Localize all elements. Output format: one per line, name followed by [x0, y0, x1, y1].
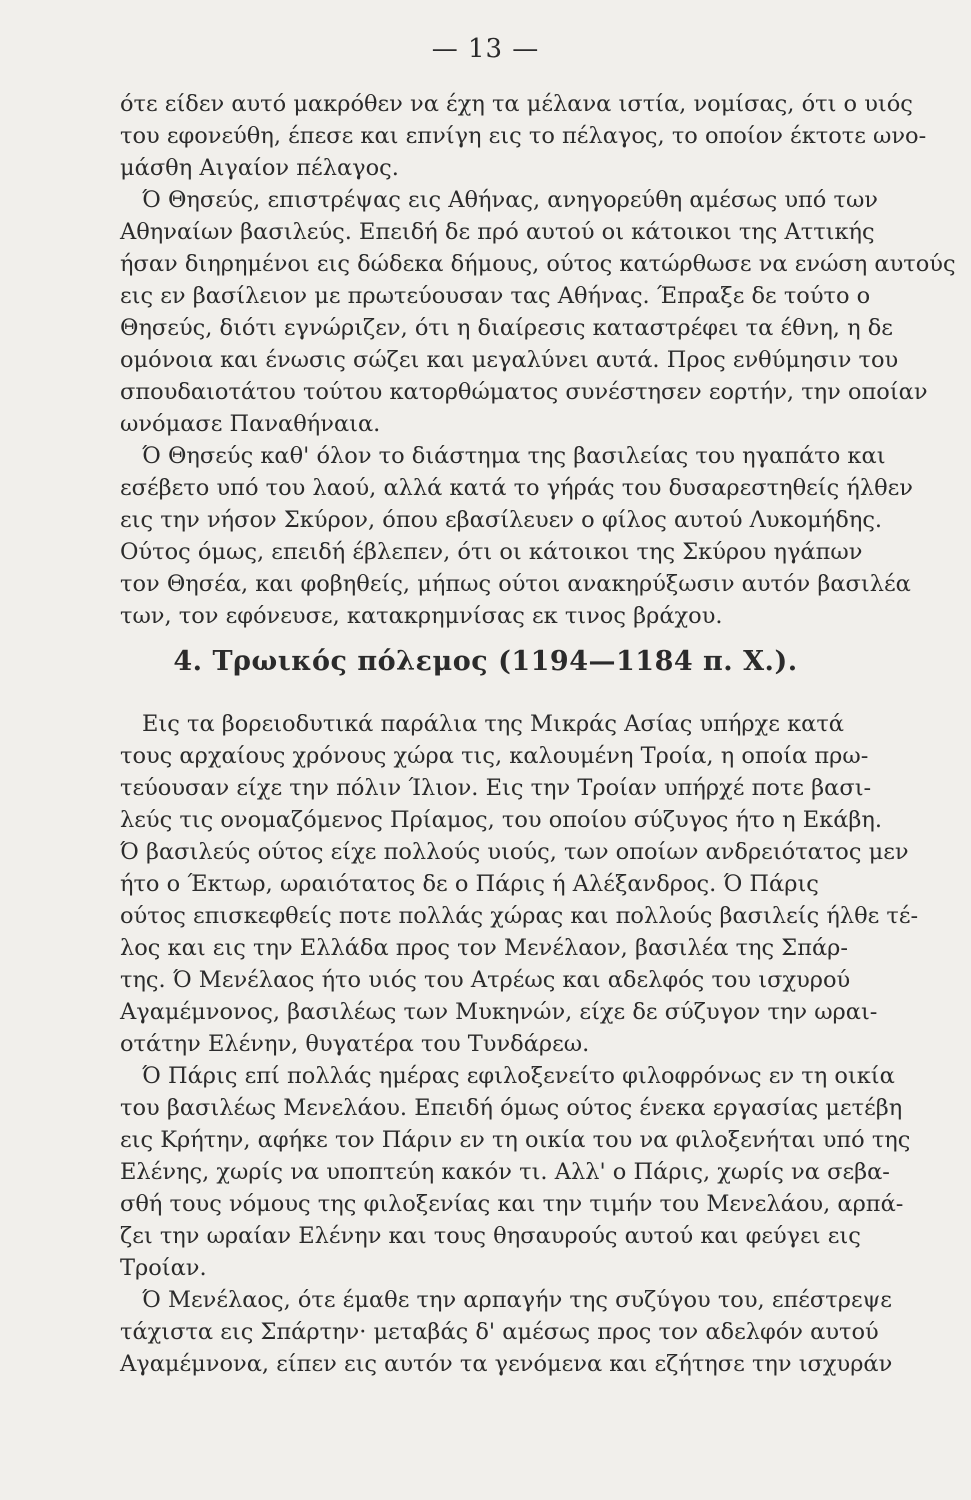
text-line: Ό Θησεύς καθ' όλον το διάστημα της βασιλείας του ηγαπάτο και	[142, 443, 886, 469]
text-line: ότε είδεν αυτό μακρόθεν να έχη τα μέλανα ιστία, νομίσας, ότι ο υιός	[120, 91, 913, 117]
text-line: τεύουσαν είχε την πόλιν Ίλιον. Εις την Τροίαν υπήρχέ ποτε βασι-	[120, 775, 872, 801]
text-line: εσέβετο υπό του λαού, αλλά κατά το γήράς του δυσαρεστηθείς ήλθεν	[120, 475, 913, 501]
text-line: Ό Πάρις επί πολλάς ημέρας εφιλοξενείτο φιλοφρόνως εν τη οικία	[142, 1063, 895, 1089]
text-line: σπουδαιοτάτου τούτου κατορθώματος συνέστησεν εορτήν, την οποίαν	[120, 379, 928, 405]
text-line: Εις τα βορειοδυτικά παράλια της Μικράς Ασίας υπήρχε κατά	[142, 711, 845, 737]
text-line: εις εν βασίλειον με πρωτεύουσαν τας Αθήνας. Έπραξε δε τούτο ο	[120, 283, 871, 309]
text-line: ήσαν διηρημένοι εις δώδεκα δήμους, ούτος κατώρθωσε να ενώση αυτούς	[120, 251, 956, 277]
text-line: ομόνοια και ένωσις σώζει και μεγαλύνει αυτά. Προς ενθύμησιν του	[120, 347, 899, 373]
text-line: ούτος επισκεφθείς ποτε πολλάς χώρας και πολλούς βασιλείς ήλθε τέ-	[120, 903, 919, 929]
text-line: του βασιλέως Μενελάου. Επειδή όμως ούτος ένεκα εργασίας μετέβη	[120, 1095, 903, 1121]
text-line: τάχιστα εις Σπάρτην· μεταβάς δ' αμέσως προς τον αδελφόν αυτού	[120, 1319, 879, 1345]
text-line: των, τον εφόνευσε, κατακρημνίσας εκ τινος βράχου.	[120, 603, 723, 629]
text-line: Ούτος όμως, επειδή έβλεπεν, ότι οι κάτοικοι της Σκύρου ηγάπων	[120, 539, 863, 565]
text-line: λος και εις την Ελλάδα προς τον Μενέλαον, βασιλέα της Σπάρ-	[120, 935, 849, 961]
text-line: Τροίαν.	[120, 1255, 207, 1281]
text-line: τους αρχαίους χρόνους χώρα τις, καλουμένη Τροία, η οποία πρω-	[120, 743, 869, 769]
text-line: σθή τους νόμους της φιλοξενίας και την τιμήν του Μενελάου, αρπά-	[120, 1191, 904, 1217]
text-line: της. Ό Μενέλαος ήτο υιός του Ατρέως και αδελφός του ισχυρού	[120, 967, 851, 993]
text-line: εις Κρήτην, αφήκε τον Πάριν εν τη οικία του να φιλοξενήται υπό της	[120, 1127, 911, 1153]
page-number: — 13 —	[431, 34, 540, 64]
text-line: Αγαμέμνονα, είπεν εις αυτόν τα γενόμενα και εζήτησε την ισχυράν	[120, 1351, 893, 1377]
text-line: Ό Θησεύς, επιστρέψας εις Αθήνας, ανηγορεύθη αμέσως υπό των	[142, 187, 878, 213]
text-line: ωνόμασε Παναθήναια.	[120, 411, 381, 437]
text-line: μάσθη Αιγαίον πέλαγος.	[120, 155, 399, 181]
text-line: Ό Μενέλαος, ότε έμαθε την αρπαγήν της συζύγου του, επέστρεψε	[142, 1287, 892, 1313]
text-line: οτάτην Ελένην, θυγατέρα του Τυνδάρεω.	[120, 1031, 590, 1057]
text-line: Αγαμέμνονος, βασιλέως των Μυκηνών, είχε δε σύζυγον την ωραι-	[120, 999, 878, 1025]
text-line: Θησεύς, διότι εγνώριζεν, ότι η διαίρεσις καταστρέφει τα έθνη, η δε	[120, 315, 893, 341]
text-line: του εφονεύθη, έπεσε και επνίγη εις το πέλαγος, το οποίον έκτοτε ωνο-	[120, 123, 927, 149]
text-line: Αθηναίων βασιλεύς. Επειδή δε πρό αυτού οι κάτοικοι της Αττικής	[120, 219, 875, 245]
text-line: ήτο ο Έκτωρ, ωραιότατος δε ο Πάρις ή Αλέξανδρος. Ό Πάρις	[120, 871, 819, 897]
text-line: τον Θησέα, και φοβηθείς, μήπως ούτοι ανακηρύξωσιν αυτόν βασιλέα	[120, 571, 911, 597]
section-heading: 4. Τρωικός πόλεμος (1194—1184 π. Χ.).	[173, 646, 798, 677]
text-line: ζει την ωραίαν Ελένην και τους θησαυρούς αυτού και φεύγει εις	[120, 1223, 861, 1249]
text-line: εις την νήσον Σκύρον, όπου εβασίλευεν ο φίλος αυτού Λυκομήδης.	[120, 507, 883, 533]
text-line: λεύς τις ονομαζόμενος Πρίαμος, του οποίου σύζυγος ήτο η Εκάβη.	[120, 807, 883, 833]
text-line: Ό βασιλεύς ούτος είχε πολλούς υιούς, των οποίων ανδρειότατος μεν	[120, 839, 909, 865]
text-line: Ελένης, χωρίς να υποπτεύη κακόν τι. Αλλ' ο Πάρις, χωρίς να σεβα-	[120, 1159, 890, 1185]
